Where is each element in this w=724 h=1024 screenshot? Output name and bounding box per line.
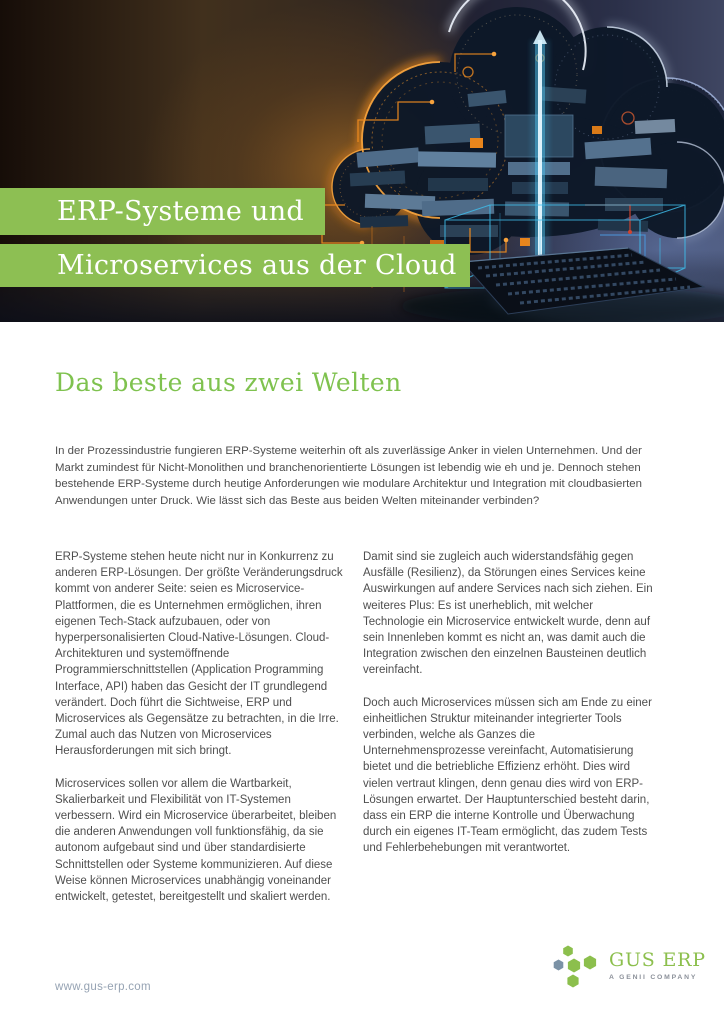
website-link[interactable]: www.gus-erp.com xyxy=(55,981,151,993)
gus-erp-logo xyxy=(548,943,706,989)
logo-wordmark: GUS ERP xyxy=(609,949,706,971)
right-column-paragraph-2: Doch auch Microservices müssen sich am Ende zu einer einheitlichen Struktur miteinander integrierter Tools verbinden, welche als Ganzes die Unternehmensprozesse vereinfacht, Automatisierung bietet und die betriebliche Effizienz erhöht. Dies wird vielen vertraut klingen, denn genau dies wird von ERP-Lösungen erwartet. Der Hauptunterschied besteht darin, dass ein ERP die interne Kontrolle und Überwachung durch ein eigenes IT-Team ermöglicht, das zudem Tests und Fehlerbehebungen mit verantwortet. xyxy=(363,696,652,855)
left-column xyxy=(55,549,349,921)
right-column xyxy=(363,549,657,921)
logo-text-block xyxy=(609,951,706,981)
title-line-2: Microservices aus der Cloud xyxy=(57,250,457,281)
hero xyxy=(0,0,724,322)
article-heading: Das beste aus zwei Welten xyxy=(55,368,402,397)
left-column-paragraph-2: Microservices sollen vor allem die Wartbarkeit, Skalierbarkeit und Flexibilität von IT-Systemen verbessern. Wird ein Microservice überarbeitet, bleiben die anderen Anwendungen voll funktionsfähig, da sie autonom aufgebaut sind und über standardisierte Schnittstellen oder Systeme kommunizieren. Auf diese Weise können Microservices unabhängig voneinander entwickelt, getestet, bereitgestellt und skaliert werden. xyxy=(55,777,337,904)
right-column-paragraph-1: Damit sind sie zugleich auch widerstandsfähig gegen Ausfälle (Resilienz), da Störungen eines Services keine Auswirkungen auf andere Services nach sich ziehen. Ein weiteres Plus: Es ist unerheblich, mit welcher Technologie ein Microservice entwickelt wurde, denn auf sein Innenleben kommt es nicht an, was damit auch die Integration zwischen den einzelnen Bausteinen deutlich vereinfacht. xyxy=(363,551,653,677)
two-column-text xyxy=(55,549,657,921)
left-column-paragraph-1: ERP-Systeme stehen heute nicht nur in Konkurrenz zu anderen ERP-Lösungen. Der größte Veränderungsdruck kommt von anderer Seite: seien es Microservice-Plattformen, die es Unternehmen ermöglichen, ihren eigenen Tech-Stack aufzubauen, oder von hyperpersonalisierten Cloud-Native-Lösungen. Cloud-Architekturen und systemöffnende Programmierschnittstellen (Application Programming Interface, API) haben das Gesicht der IT grundlegend verändert. Doch führt die Sichtweise, ERP und Microservices als Gegensätze zu betrachten, in die Irre. Zumal auch das Nutzen von Microservices Herausforderungen mit sich bringt. xyxy=(55,551,343,758)
title-banner-line-1 xyxy=(0,188,325,235)
title-banner-line-2 xyxy=(0,244,470,287)
intro-paragraph: In der Prozessindustrie fungieren ERP-Systeme weiterhin oft als zuverlässige Anker in vielen Unternehmen. Und der Markt zumindest für Nicht-Monolithen und branchenorientierte Lösungen ist lebendig wie eh und je. Dennoch stehen bestehende ERP-Systeme durch heutige Anforderungen wie modulare Architektur und Integration mit cloudbasierten Anwendungen unter Druck. Wie lässt sich das Beste aus beiden Welten miteinander verbinden? xyxy=(55,445,642,507)
logo-tagline: A GENII COMPANY xyxy=(609,974,698,981)
title-line-1: ERP-Systeme und xyxy=(57,196,305,227)
hexagon-logo-icon xyxy=(548,943,598,989)
